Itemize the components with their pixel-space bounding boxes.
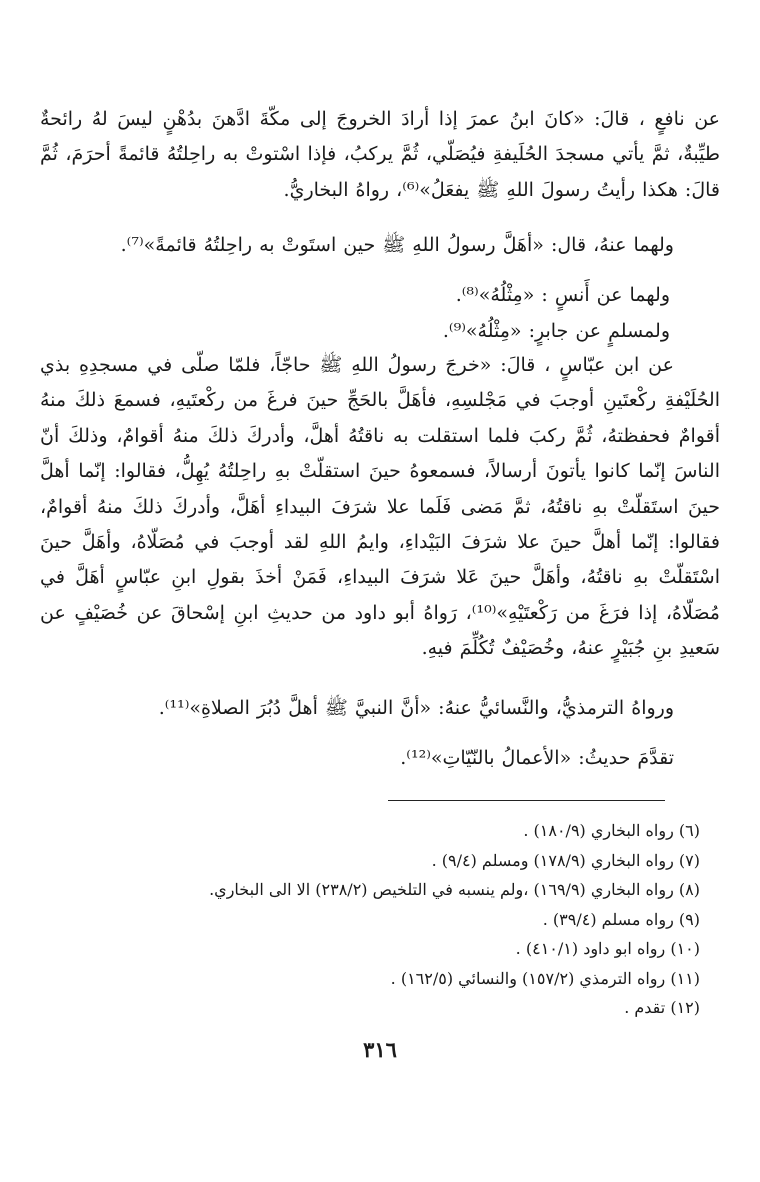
paragraph-5: عن ابن عبّاسٍ ، قالَ: «خرجَ رسولُ اللهِ ﷺ حاجّاً، فلمّا صلّى في مسجدِهِ بذي الحُلَيْفةِ ركْعتَينِ أوجبَ في مَجْلسِهِ، فأهَلَّ بالحَجِّ حينَ فرغَ من ركْعتَيهِ، فسمعَ ذلكَ منهُ أقوامٌ فحفظتهُ، ثُمَّ ركبَ فلما استقلت به ناقتُهُ أهلَّ، وأدركَ ذلكَ منهُ أقوامٌ، وذلكَ أنّ الناسَ إنّما كانوا يأتونَ أرسالاً، فسمعوهُ حينَ استقلّتْ بهِ راحِلتُهُ يُهِلُّ، فقالوا: إنّما أهلَّ حينَ استَقلّتْ بهِ ناقتُهُ، ثمَّ مَضى فَلَما علا شرَفَ البيداءِ أهَلَّ، وأدركَ ذلكَ منهُ أقوامٌ، فقالوا: إنّما أهلَّ حينَ علا شرَفَ البَيْداءِ، وايمُ اللهِ لقد أوجبَ في مُصَلّاهُ، وأهَلَّ حينَ اسْتَقلّتْ بهِ ناقتُهُ، وأهَلَّ حينَ عَلا شرَفَ البيداءِ، فَمَنْ أخذَ بقولِ ابنِ عبّاسٍ أهَلَّ في مُصَلّاهُ، إذا فرَغَ من رَكْعتَيْهِ»⁽¹⁰⁾، رَواهُ أبو داود من حديثِ ابنِ إسْحاقَ عن خُصَيْفٍ عن سَعيدِ بنِ جُبَيْرٍ عنهُ، وخُصَيْفٌ تُكُلِّمَ فيهِ. [40, 354, 720, 660]
paragraph-6: ورواهُ الترمذيُّ، والنَّسائيُّ عنهُ: «أنَّ النبيَّ ﷺ أهلَّ دُبُرَ الصلاةِ»⁽¹¹⁾. [158, 697, 674, 719]
body-paragraph-jabir [40, 314, 720, 349]
body-paragraph-ibn-abbas [40, 348, 720, 667]
footnote-10: (١٠) رواه ابو داود (٤١٠/١) . [515, 939, 700, 958]
footnotes [60, 816, 700, 1023]
body-paragraph-anas [40, 278, 720, 313]
footnote-8: (٨) رواه البخاري (١٦٩/٩) ،ولم ينسبه في التلخيص (٢٣٨/٢) الا الى البخاري. [209, 880, 700, 899]
footnote-11: (١١) رواه الترمذي (١٥٧/٢) والنسائي (١٦٢/٥) . [390, 968, 700, 988]
paragraph-4: ولمسلمٍ عن جابرٍ: «مِثْلُهُ»⁽⁹⁾. [442, 320, 670, 342]
paragraph-1: عن نافعٍ ، قالَ: «كانَ ابنُ عمرَ إذا أرادَ الخروجَ إلى مكّةَ ادَّهنَ بدُهْنٍ ليسَ لهُ رائحةٌ طيِّبةٌ، ثمَّ يأتي مسجدَ الحُلَيفةِ فيُصَلّي، ثُمَّ يركبُ، فإذا اسْتوتْ به راحِلتُهُ قائمةً أحرَمَ، ثُمَّ قالَ: هكذا رأيتُ رسولَ اللهِ ﷺ يفعَلُ»⁽⁶⁾، رواهُ البخاريُّ. [40, 108, 720, 201]
footnote-9: (٩) رواه مسلم (٣٩/٤) . [542, 909, 700, 929]
footnote-7: (٧) رواه البخاري (١٧٨/٩) ومسلم (٩/٤) . [431, 850, 700, 870]
paragraph-2: ولهما عنهُ، قال: «أهَلَّ رسولُ اللهِ ﷺ حين استَوتْ به راحِلتُهُ قائمةً»⁽⁷⁾. [120, 234, 674, 256]
body-paragraph-niyyat [40, 741, 720, 776]
body-paragraph-tirmidhi [40, 691, 720, 726]
page-number: ٣١٦ [363, 1037, 397, 1062]
paragraph-7: تقدَّمَ حديثُ: «الأعمالُ بالنّيّاتِ»⁽¹²⁾. [400, 747, 674, 769]
footnote-separator [388, 800, 665, 801]
footnote-12: (١٢) تقدم . [624, 998, 700, 1017]
footnote-6: (٦) رواه البخاري (١٨٠/٩) . [523, 821, 700, 840]
body-paragraph-lahuma-anhu [40, 228, 720, 263]
paragraph-3: ولهما عن أَنسٍ : «مِثْلُهُ»⁽⁸⁾. [455, 284, 670, 306]
body-paragraph-nafi [40, 102, 720, 208]
